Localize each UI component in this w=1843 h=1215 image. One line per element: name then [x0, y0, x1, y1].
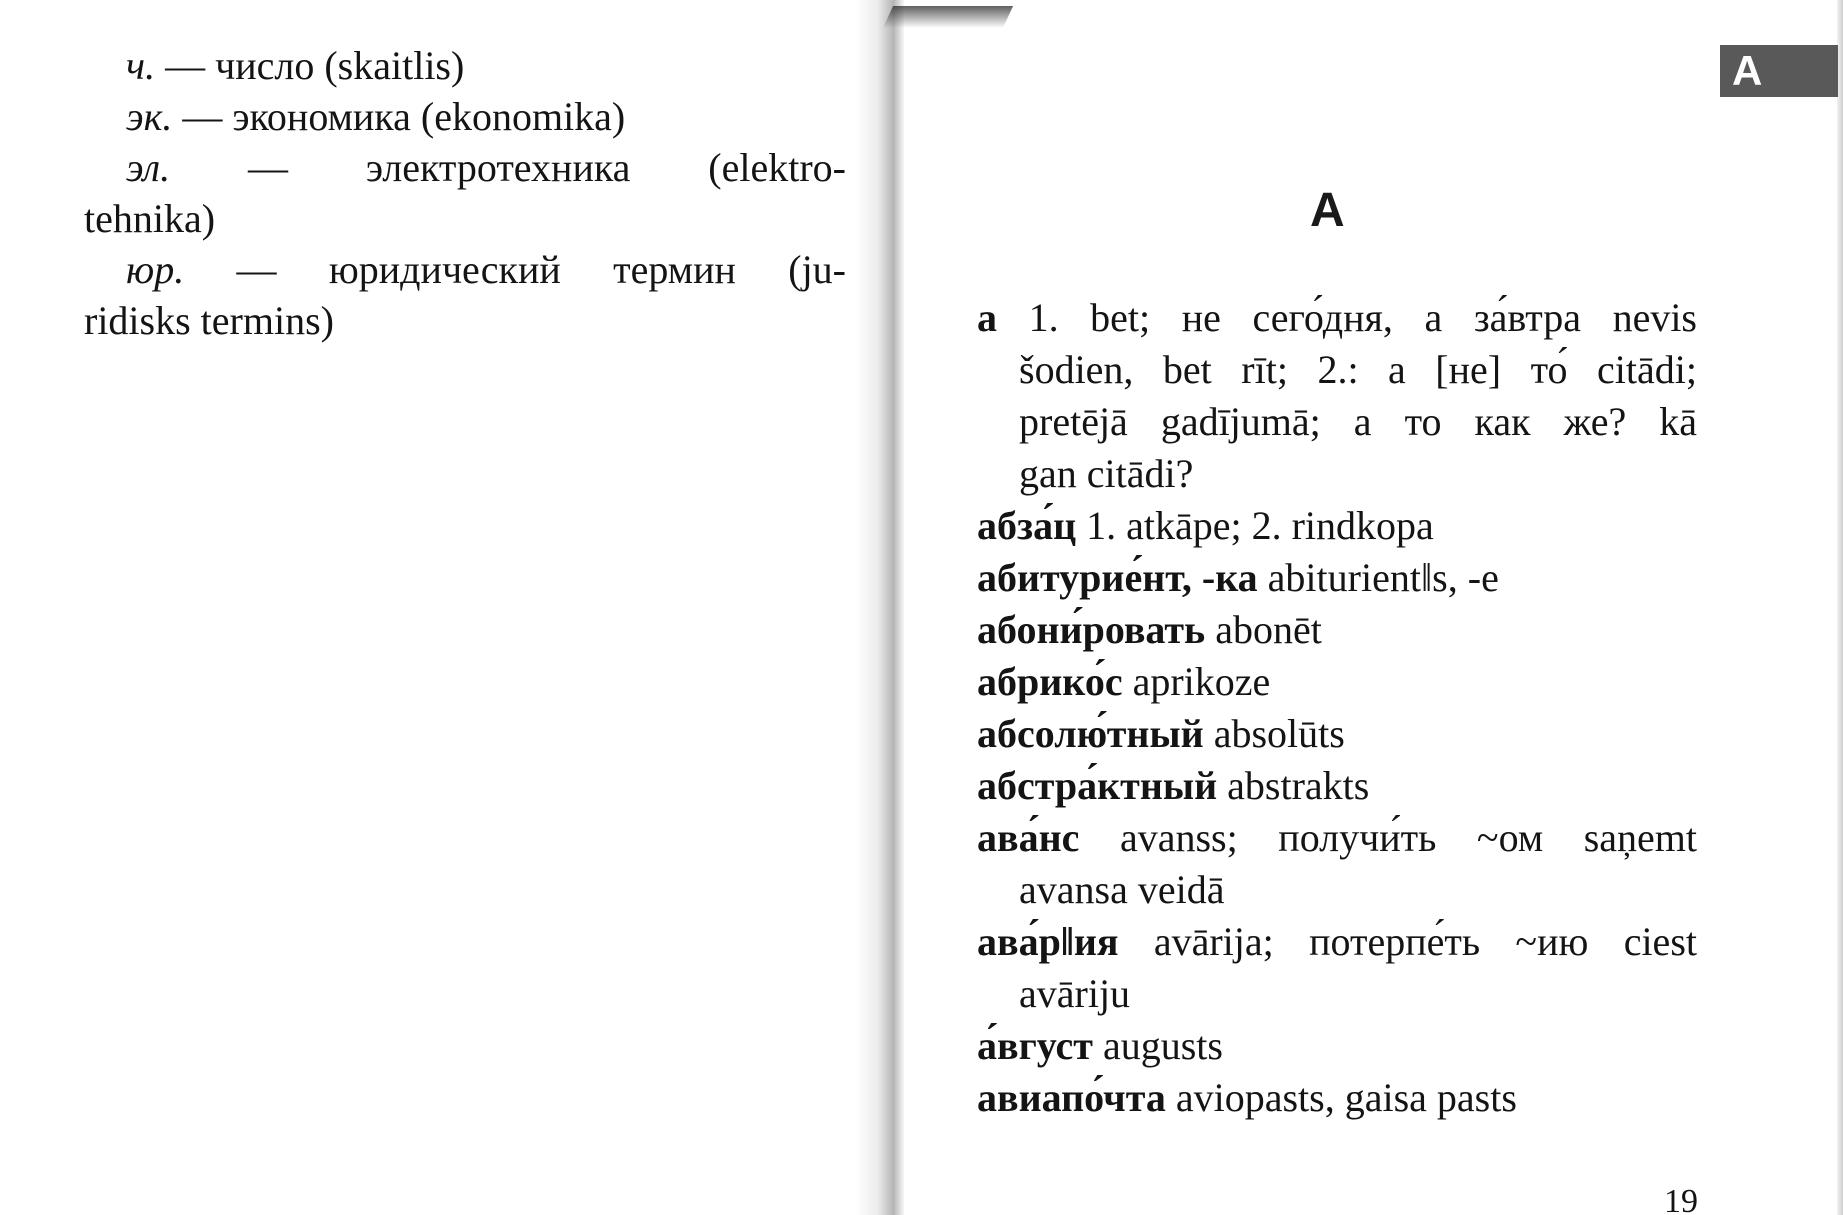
- headword: абсолю́тный: [977, 711, 1204, 756]
- entry-line: [977, 708, 1697, 760]
- abbreviation-line: [126, 142, 846, 193]
- entry-definition: avanss; получи́ть ~ом saņemt: [1079, 815, 1697, 860]
- abbreviation-meaning: ridisks termins): [84, 298, 334, 343]
- entry-definition: pretējā gadījumā; а то как же? kā: [1019, 399, 1697, 444]
- page-edge: [1837, 0, 1843, 1215]
- entry-line: [977, 760, 1697, 812]
- abbreviations-list: [84, 40, 846, 346]
- headword: абитурие́нт, -ка: [977, 555, 1258, 600]
- entry-definition: abonēt: [1205, 607, 1322, 652]
- abbreviation: ч.: [126, 43, 156, 88]
- entry-definition: 1. bet; не сего́дня, а за́втра nevis: [997, 295, 1697, 340]
- abbreviation-meaning: — экономика (ekonomika): [172, 94, 626, 139]
- entry-line: [977, 656, 1697, 708]
- headword: абони́ровать: [977, 607, 1206, 652]
- entry-definition: abiturient‖s, -e: [1257, 555, 1499, 600]
- headword: абрико́с: [977, 659, 1123, 704]
- entry-line: [977, 344, 1697, 396]
- headword: абстра́ктный: [977, 763, 1218, 808]
- abbreviation-meaning: tehnika): [84, 196, 216, 241]
- entry-line: [977, 292, 1697, 344]
- entry-definition: augusts: [1092, 1023, 1223, 1068]
- section-heading: A: [1310, 184, 1345, 237]
- entry-definition: avāriju: [1019, 971, 1131, 1016]
- entry-definition: avārija; потерпе́ть ~ию ciest: [1118, 919, 1697, 964]
- headword: а: [977, 295, 997, 340]
- thumb-index-letter: A: [1732, 47, 1763, 94]
- headword: ава́р‖ия: [977, 919, 1119, 964]
- entry-line: [977, 448, 1697, 500]
- entry-line: [977, 812, 1697, 864]
- entry-definition: gan citādi?: [1019, 451, 1194, 496]
- headword: абза́ц: [977, 503, 1077, 548]
- entry-definition: abstrakts: [1217, 763, 1370, 808]
- thumb-index-tab: [1720, 45, 1838, 97]
- entry-line: [977, 968, 1697, 1020]
- entry-line: [977, 916, 1697, 968]
- entry-line: [977, 604, 1697, 656]
- book-spine-shadow: [856, 0, 904, 1215]
- abbreviation: эл.: [126, 145, 171, 190]
- entry-definition: aprikoze: [1122, 659, 1271, 704]
- spine-top-shadow: [883, 6, 1013, 28]
- entry-line: [977, 1072, 1697, 1124]
- abbreviation-line: [126, 244, 846, 295]
- entry-definition: absolūts: [1203, 711, 1345, 756]
- entry-line: [977, 552, 1697, 604]
- headword: а́вгуст: [977, 1023, 1093, 1068]
- abbreviation-line: [84, 193, 846, 244]
- headword: авиапо́чта: [977, 1075, 1166, 1120]
- dictionary-entries: [977, 292, 1697, 1124]
- abbreviation-line: [126, 91, 846, 142]
- abbreviation-line: [126, 40, 846, 91]
- abbreviation-line: [84, 295, 846, 346]
- entry-line: [977, 864, 1697, 916]
- abbreviation-meaning: — число (skaitlis): [155, 43, 465, 88]
- abbreviation: юр.: [126, 247, 185, 292]
- entry-definition: avansa veidā: [1019, 867, 1225, 912]
- page-number: 19: [1664, 1183, 1698, 1215]
- abbreviation: эк.: [126, 94, 173, 139]
- entry-definition: šodien, bet rīt; 2.: а [не] то́ citādi;: [1019, 347, 1697, 392]
- entry-definition: 1. atkāpe; 2. rindkopa: [1076, 503, 1434, 548]
- entry-line: [977, 500, 1697, 552]
- entry-definition: aviopasts, gaisa pasts: [1165, 1075, 1517, 1120]
- abbreviation-meaning: — электротехника (elektro-: [170, 145, 846, 190]
- entry-line: [977, 1020, 1697, 1072]
- abbreviation-meaning: — юридический термин (ju-: [184, 247, 846, 292]
- entry-line: [977, 396, 1697, 448]
- headword: ава́нс: [977, 815, 1080, 860]
